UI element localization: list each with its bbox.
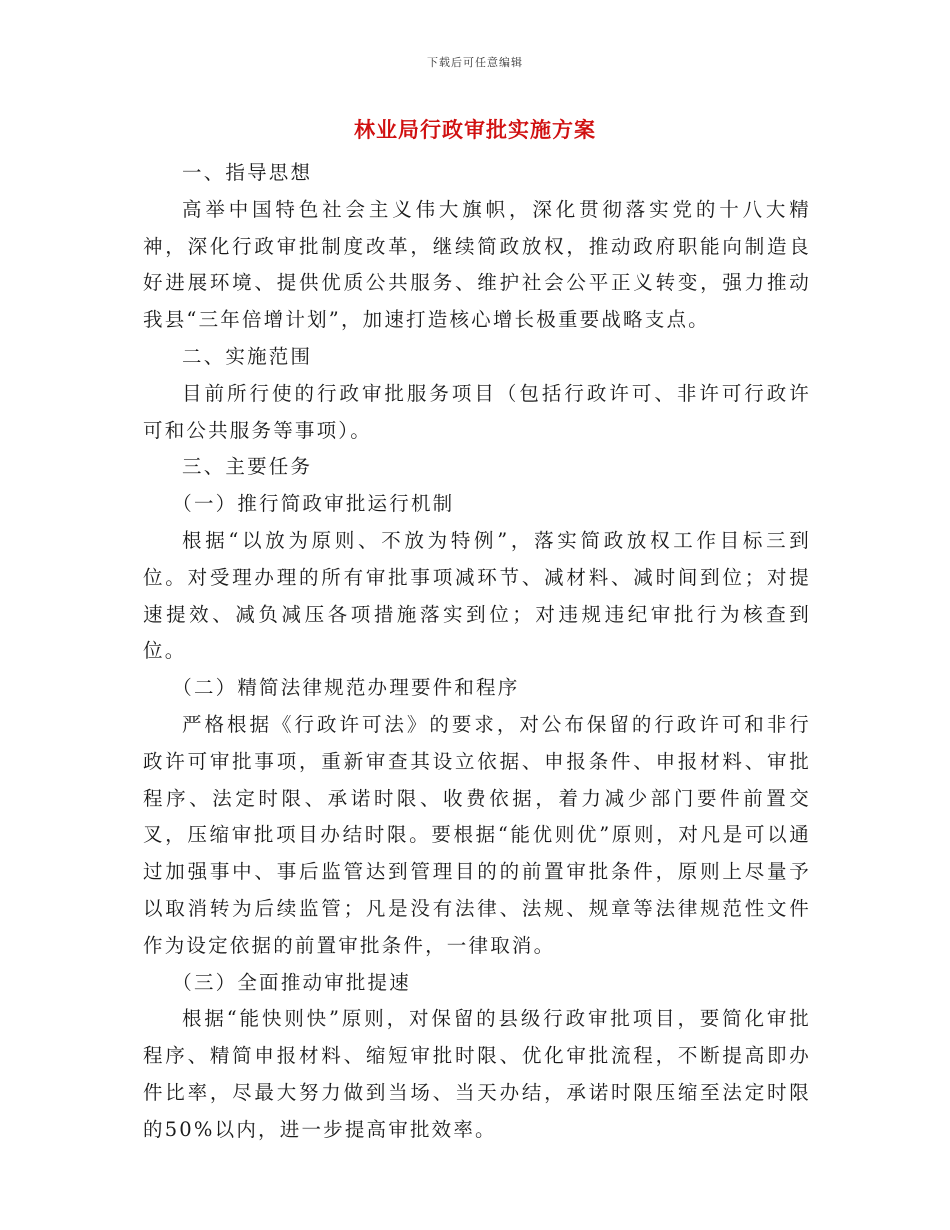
paragraph-guiding-ideology: 高举中国特色社会主义伟大旗帜，深化贯彻落实党的十八大精神，深化行政审批制度改革，继续简政放权，推动政府职能向制造良好进展环境、提供优质公共服务、维护社会公平正义转变，强力推动我县“三年倍增计划”，加速打造核心增长极重要战略支点。: [143, 197, 811, 332]
paragraph-task-3: 根据“能快则快”原则，对保留的县级行政审批项目，要简化审批程序、精简申报材料、缩短审批时限、优化审批流程，不断提高即办件比率，尽最大努力做到当场、当天办结，承诺时限压缩至法定时限的50%以内，进一步提高审批效率。: [143, 1007, 811, 1141]
section-heading-scope: 二、实施范围: [182, 344, 313, 368]
document-title: 林业局行政审批实施方案: [354, 117, 596, 142]
paragraph-task-2: 严格根据《行政许可法》的要求，对公布保留的行政许可和非行政许可审批事项，重新审查其设立依据、申报条件、申报材料、审批程序、法定时限、承诺时限、收费依据，着力减少部门要件前置交叉，压缩审批项目办结时限。要根据“能优则优”原则，对凡是可以通过加强事中、事后监管达到管理目的的前置审批条件，原则上尽量予以取消转为后续监管；凡是没有法律、法规、规章等法律规范性文件作为设定依据的前置审批条件，一律取消。: [143, 712, 811, 957]
subheading-task-3: （三）全面推动审批提速: [172, 970, 411, 994]
header-note: 下载后可任意编辑: [427, 56, 523, 69]
subheading-task-2: （二）精简法律规范办理要件和程序: [172, 676, 520, 700]
paragraph-scope: 目前所行使的行政审批服务项目（包括行政许可、非许可行政许可和公共服务等事项）。: [143, 381, 811, 442]
subheading-task-1: （一）推行简政审批运行机制: [172, 492, 455, 516]
paragraph-task-1: 根据“以放为原则、不放为特例”，落实简政放权工作目标三到位。对受理办理的所有审批事项减环节、减材料、减时间到位；对提速提效、减负减压各项措施落实到位；对违规违纪审批行为核查到位。: [143, 528, 811, 663]
section-heading-guiding-ideology: 一、指导思想: [182, 161, 313, 184]
section-heading-main-tasks: 三、主要任务: [182, 455, 313, 479]
document-body: [143, 155, 811, 1149]
